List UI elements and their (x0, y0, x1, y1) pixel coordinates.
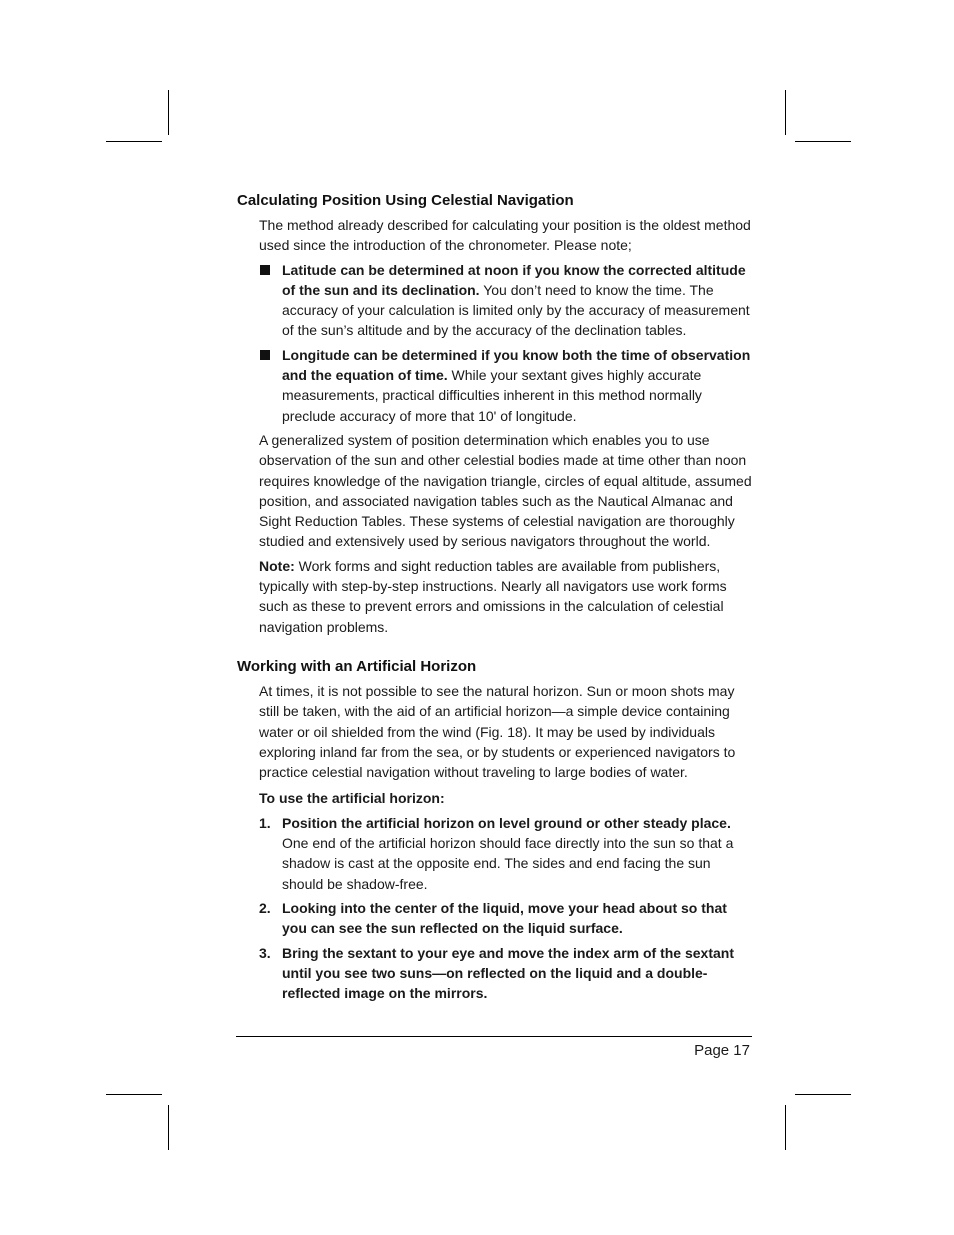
intro-paragraph: The method already described for calculating your position is the oldest method used since the introduction of the chronometer. Please note; (259, 217, 751, 254)
crop-mark-top-left-horizontal (106, 141, 162, 142)
page-content (237, 190, 752, 1007)
step-number: 2. (259, 899, 271, 916)
step-item (259, 898, 752, 939)
square-bullet-icon (260, 265, 270, 275)
bullet-bold-longitude: Longitude can be determined if you know both the time of observation and the equation of time. (282, 346, 751, 384)
page-number: Page 17 (694, 1042, 750, 1059)
list-item-latitude (259, 260, 752, 341)
step-bold-text: Position the artificial horizon on level ground or other steady place. (282, 814, 731, 831)
step-bold-text: Bring the sextant to your eye and move the index arm of the sextant until you see two suns—on reflected on the liquid and a double-reflected image on the mirrors. (282, 944, 734, 1002)
crop-mark-bottom-left-horizontal (106, 1094, 162, 1095)
section-heading-celestial-navigation: Calculating Position Using Celestial Navigation (237, 192, 574, 209)
section-heading-artificial-horizon: Working with an Artificial Horizon (237, 657, 477, 675)
section-body-celestial-navigation (259, 215, 752, 637)
square-bullet-icon (260, 350, 270, 360)
crop-mark-top-right-horizontal (795, 141, 851, 142)
steps-list (259, 813, 752, 1004)
crop-mark-top-left-vertical (168, 90, 169, 135)
step-item (259, 813, 752, 894)
list-item-longitude (259, 345, 752, 426)
crop-mark-top-right-vertical (785, 90, 786, 135)
crop-mark-bottom-right-vertical (785, 1105, 786, 1150)
note-label: Note: (259, 557, 295, 574)
bullet-bold-latitude: Latitude can be determined at noon if you know the corrected altitude of the sun and its declination. (282, 261, 746, 298)
bullet-text-latitude: You don’t need to know the time. The accuracy of your calculation is limited only by the accuracy of measurement of the sun’s altitude and by the accuracy of the declination tables. (282, 281, 750, 339)
crop-mark-bottom-right-horizontal (795, 1094, 851, 1095)
note-paragraph (259, 556, 752, 637)
note-text: Work forms and sight reduction tables are available from publishers, typically with step-by-step instructions. Nearly all navigators use work forms such as these to prevent errors and omissions in the calculation of celestial navigation problems. (259, 557, 727, 635)
artificial-horizon-intro: At times, it is not possible to see the natural horizon. Sun or moon shots may still be taken, with the aid of an artificial horizon—a simple device containing water or oil shielded from the wind (Fig. 18). It may be used by individuals exploring inland far from the sea, or by students or experienced navigators to practice celestial navigation without traveling to large bodies of water. (259, 682, 736, 781)
bullet-text-longitude: While your sextant gives highly accurate measurements, practical difficulties inherent in this method normally preclude accuracy of more that 10' of longitude. (282, 367, 702, 424)
step-bold-text: Looking into the center of the liquid, move your head about so that you can see the sun reflected on the liquid surface. (282, 899, 727, 937)
bullet-list (259, 260, 752, 426)
step-item (259, 943, 752, 1004)
step-number: 3. (259, 944, 271, 961)
steps-subheading: To use the artificial horizon: (259, 790, 445, 807)
footer-rule (236, 1036, 752, 1037)
section-body-artificial-horizon (259, 681, 752, 1003)
step-number: 1. (259, 814, 271, 831)
generalized-system-paragraph: A generalized system of position determination which enables you to use observation of the sun and other celestial bodies made at time other than noon requires knowledge of the navigation triangle, circles of equal altitude, assumed position, and associated navigation tables such as the Nautical Almanac and Sight Reduction Tables. These systems of celestial navigation are thoroughly studied and extensively used by serious navigators throughout the world. (259, 431, 752, 550)
crop-mark-bottom-left-vertical (168, 1105, 169, 1150)
step-text: One end of the artificial horizon should face directly into the sun so that a shadow is cast at the opposite end. The sides and end facing the sun should be shadow-free. (282, 835, 734, 892)
